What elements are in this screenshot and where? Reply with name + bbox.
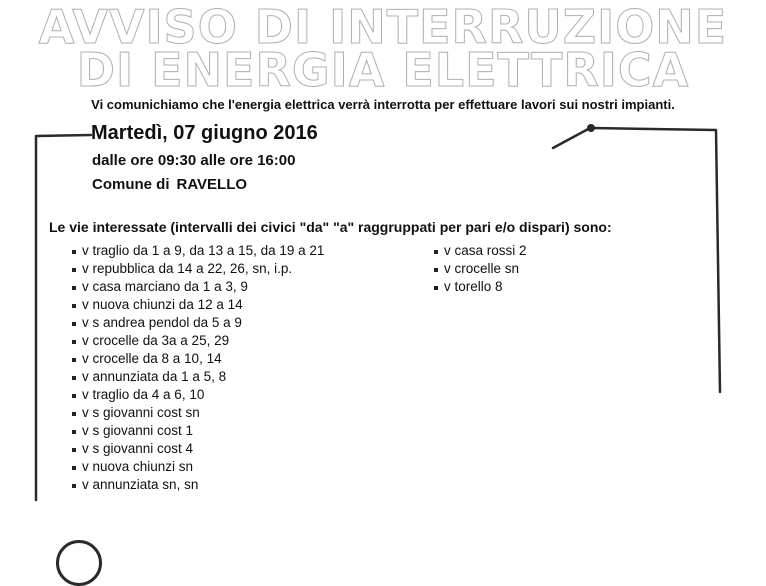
list-item: v repubblica da 14 a 22, 26, sn, i.p. [70, 260, 355, 278]
frame-hanging-string [553, 128, 590, 148]
list-item: v traglio da 1 a 9, da 13 a 15, da 19 a 21 [70, 242, 355, 260]
intro-text: Vi comunichiamo che l'energia elettrica verrà interrotta per effettuare lavori sui nostri impianti. [91, 97, 675, 112]
list-item: v annunziata da 1 a 5, 8 [70, 368, 355, 386]
frame-nail-icon [587, 124, 595, 132]
list-item: v nuova chiunzi sn [70, 458, 355, 476]
street-list-right [432, 242, 632, 296]
list-item: v casa rossi 2 [432, 242, 632, 260]
comune-name: RAVELLO [176, 176, 248, 193]
company-logo-icon [56, 540, 102, 586]
notice-title-line1: AVVISO DI INTERRUZIONE [38, 0, 728, 54]
outage-date: Martedì, 07 giugno 2016 [91, 122, 318, 144]
list-item: v traglio da 4 a 6, 10 [70, 386, 355, 404]
list-item: v crocelle da 3a a 25, 29 [70, 332, 355, 350]
notice-title-line2: DI ENERGIA ELETTRICA [76, 43, 690, 97]
street-list-left [70, 242, 355, 494]
list-item: v crocelle sn [432, 260, 632, 278]
list-item: v s giovanni cost sn [70, 404, 355, 422]
comune-line [92, 176, 247, 193]
list-item: v s andrea pendol da 5 a 9 [70, 314, 355, 332]
list-item: v torello 8 [432, 278, 632, 296]
streets-heading: Le vie interessate (intervalli dei civici "da" "a" raggruppati per pari e/o dispari) sono: [49, 219, 612, 235]
comune-label: Comune di [92, 176, 170, 193]
list-item: v s giovanni cost 4 [70, 440, 355, 458]
list-item: v nuova chiunzi da 12 a 14 [70, 296, 355, 314]
list-item: v annunziata sn, sn [70, 476, 355, 494]
outage-hours: dalle ore 09:30 alle ore 16:00 [92, 152, 296, 169]
list-item: v casa marciano da 1 a 3, 9 [70, 278, 355, 296]
list-item: v s giovanni cost 1 [70, 422, 355, 440]
list-item: v crocelle da 8 a 10, 14 [70, 350, 355, 368]
